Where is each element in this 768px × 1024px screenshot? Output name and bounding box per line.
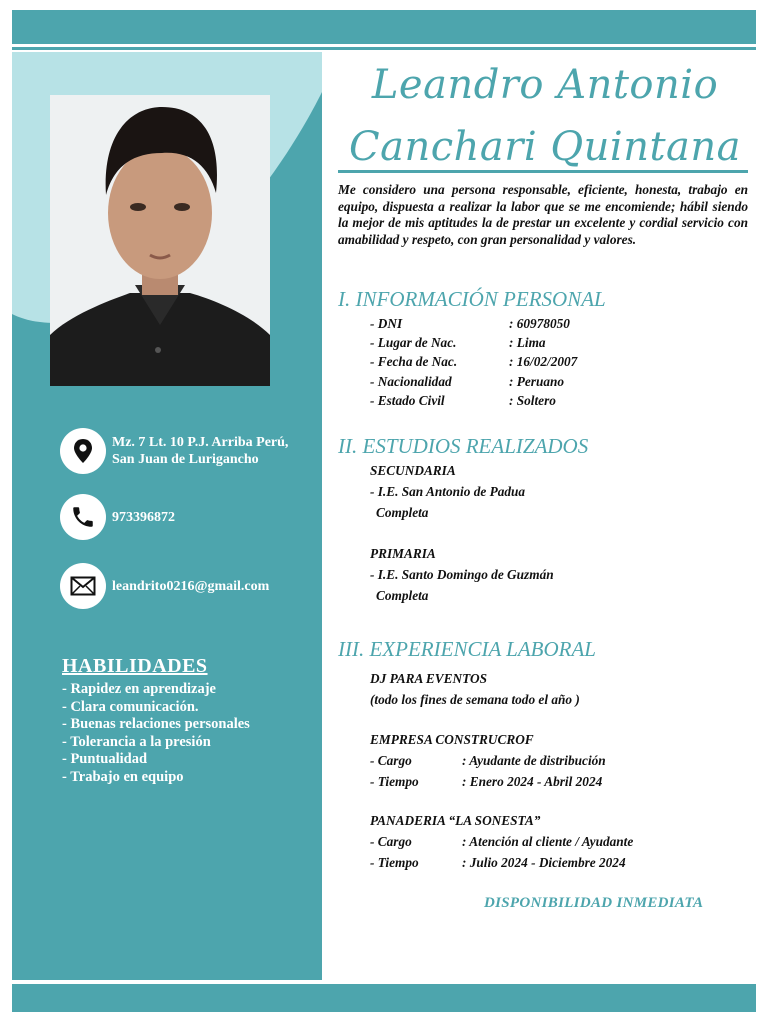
contact-address bbox=[60, 428, 288, 474]
availability-note: DISPONIBILIDAD INMEDIATA bbox=[484, 895, 704, 911]
section-title-experience: III. EXPERIENCIA LABORAL bbox=[338, 637, 596, 661]
envelope-icon bbox=[60, 563, 106, 609]
info-label: - Estado Civil bbox=[370, 393, 445, 408]
name-line-2: Canchari Quintana bbox=[349, 124, 741, 170]
person-portrait-icon bbox=[50, 95, 270, 386]
job-cargo-value: : Ayudante de distribución bbox=[462, 753, 606, 768]
job-time-label: - Tiempo bbox=[370, 855, 419, 870]
job-title: PANADERIA “LA SONESTA” bbox=[370, 813, 541, 828]
secondary-school: - I.E. San Antonio de Padua bbox=[370, 484, 526, 499]
skill-item: - Tolerancia a la presión bbox=[62, 733, 211, 750]
top-banner bbox=[12, 10, 756, 44]
bottom-banner bbox=[12, 984, 756, 1012]
phone-number[interactable]: 973396872 bbox=[112, 509, 175, 525]
phone-icon bbox=[60, 494, 106, 540]
job-title: DJ PARA EVENTOS bbox=[370, 671, 487, 686]
top-rule bbox=[12, 47, 756, 50]
name-line-1: Leandro Antonio bbox=[371, 62, 719, 108]
info-label: - Nacionalidad bbox=[370, 374, 452, 389]
skill-item: - Puntualidad bbox=[62, 751, 148, 767]
secondary-label: SECUNDARIA bbox=[370, 463, 456, 478]
job-time-value: : Julio 2024 - Diciembre 2024 bbox=[462, 855, 626, 870]
location-pin-icon bbox=[60, 428, 106, 474]
skills-heading: HABILIDADES bbox=[62, 655, 208, 677]
job-cargo-label: - Cargo bbox=[370, 753, 412, 768]
address-line-1: Mz. 7 Lt. 10 P.J. Arriba Perú, bbox=[112, 435, 289, 450]
primary-status: Completa bbox=[376, 588, 429, 603]
info-label: - Fecha de Nac. bbox=[370, 354, 458, 369]
info-value: : Peruano bbox=[509, 374, 565, 389]
job-time-label: - Tiempo bbox=[370, 774, 419, 789]
info-value: : 60978050 bbox=[509, 316, 570, 331]
skill-item: - Rapidez en aprendizaje bbox=[62, 681, 216, 697]
skill-item: - Clara comunicación. bbox=[62, 698, 199, 715]
info-value: : Soltero bbox=[509, 393, 556, 408]
contact-email bbox=[60, 563, 269, 609]
info-value: : 16/02/2007 bbox=[509, 354, 578, 369]
section-title-personal-info: I. INFORMACIÓN PERSONAL bbox=[338, 287, 606, 311]
contact-phone bbox=[60, 494, 175, 540]
job-time-value: : Enero 2024 - Abril 2024 bbox=[462, 774, 603, 789]
info-label: - DNI bbox=[370, 316, 403, 331]
primary-label: PRIMARIA bbox=[370, 546, 436, 561]
candidate-name bbox=[338, 54, 752, 178]
job-cargo-label: - Cargo bbox=[370, 834, 412, 849]
info-value: : Lima bbox=[509, 335, 546, 350]
primary-school: - I.E. Santo Domingo de Guzmán bbox=[370, 567, 554, 582]
profile-photo bbox=[50, 95, 270, 386]
skill-item: - Trabajo en equipo bbox=[62, 768, 184, 785]
skill-item: - Buenas relaciones personales bbox=[62, 716, 250, 732]
email-address[interactable]: leandrito0216@gmail.com bbox=[112, 578, 270, 594]
job-title: EMPRESA CONSTRUCROF bbox=[370, 732, 534, 747]
job-cargo-value: : Atención al cliente / Ayudante bbox=[462, 834, 634, 849]
name-underline bbox=[338, 170, 748, 173]
skills-list bbox=[62, 681, 250, 786]
job-note: (todo los fines de semana todo el año ) bbox=[370, 692, 580, 707]
secondary-status: Completa bbox=[376, 505, 429, 520]
address-line-2: San Juan de Lurigancho bbox=[112, 452, 259, 467]
section-title-studies: II. ESTUDIOS REALIZADOS bbox=[338, 434, 589, 458]
info-label: - Lugar de Nac. bbox=[370, 335, 457, 350]
profile-summary: Me considero una persona responsable, eficiente, honesta, trabajo en equipo, dispuesta a realizar la labor que se me encomiende; hábil siendo la mejor de mis aptitudes la de prestar un excelente y cordial servicio con amabilidad y respeto, con gran personalidad y valores. bbox=[338, 182, 748, 247]
